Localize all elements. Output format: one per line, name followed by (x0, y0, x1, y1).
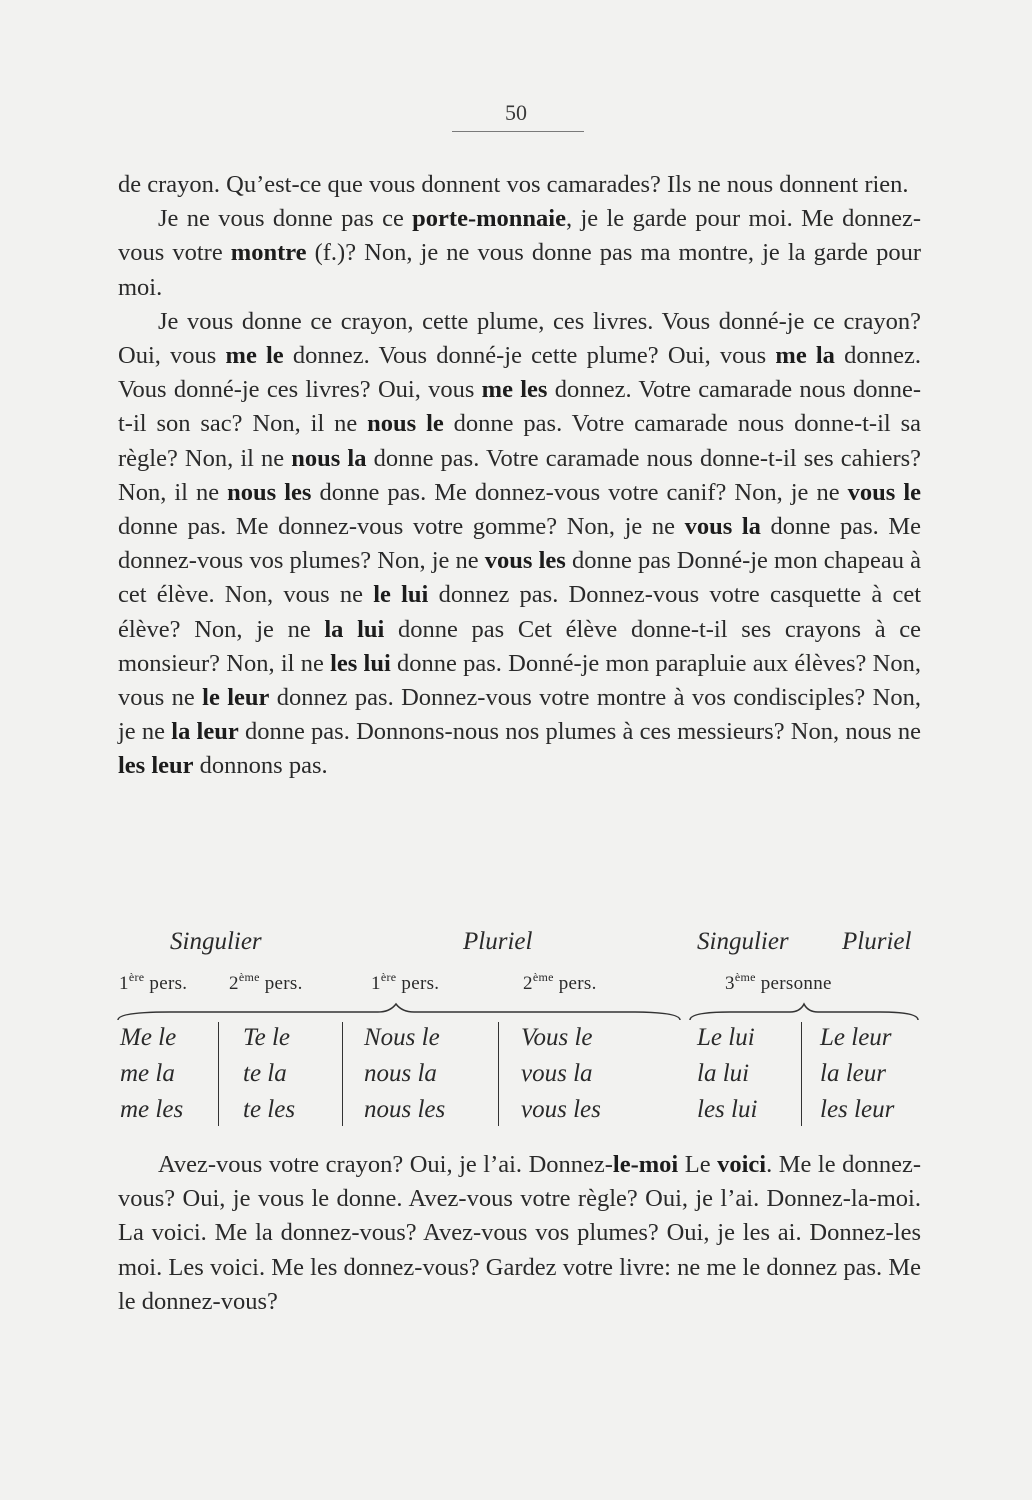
brace-right (690, 1004, 918, 1020)
table-cell: vous la (521, 1060, 593, 1087)
table-cell: vous les (521, 1096, 601, 1123)
person-label-1: 1ère pers. (119, 970, 188, 994)
table-cell: Nous le (364, 1024, 440, 1051)
table-cell: la leur (820, 1060, 886, 1087)
bold-term: me les (481, 376, 548, 404)
person-label-5: 3ème personne (725, 970, 832, 994)
text-run: donne pas. Donnons-nous nos plumes à ces messieurs? Non, nous ne (238, 718, 921, 746)
bold-term: le leur (202, 684, 270, 712)
text-run: donne pas Cet élève donne-t-il ses crayons à ce monsieur? Non, il ne (118, 615, 921, 677)
text-run: Avez-vous votre crayon? Oui, je l’ai. Donnez- (158, 1151, 613, 1178)
person-label-2: 2ème pers. (229, 970, 303, 994)
text-run: donne pas. Donné-je mon parapluie aux élèves? Non, vous ne (118, 649, 921, 712)
text-run: donnez pas. Donnez-vous votre montre à vos condisciples? Non, je ne (118, 684, 921, 746)
table-head-pluriel-1: Pluriel (463, 928, 533, 955)
table-head-pluriel-2: Pluriel (842, 928, 912, 955)
page-number: 50 (505, 100, 527, 125)
text-run: donne pas. Me donnez-vous vos plumes? Non, je ne (118, 513, 921, 575)
bold-term: me la (775, 342, 835, 370)
table-cell: Te le (243, 1024, 290, 1051)
table-cell: Le leur (820, 1024, 892, 1051)
text-run: donne pas. Me donnez-vous votre canif? Non, je ne (311, 478, 848, 506)
bold-term: montre (230, 239, 307, 267)
text-run: donnez. Vous donné-je ces livres? Oui, vous (118, 342, 921, 404)
table-cell: me la (120, 1060, 175, 1087)
table-cell: Le lui (697, 1024, 755, 1051)
bold-term: la leur (171, 718, 239, 746)
paragraph-1 (118, 168, 921, 202)
bold-term: nous la (291, 444, 367, 472)
table-head-singulier-1: Singulier (170, 928, 262, 955)
paragraph-2 (118, 202, 921, 305)
person-label-3: 1ère pers. (371, 970, 440, 994)
table-cell: me les (120, 1096, 184, 1123)
paragraph-3 (118, 305, 921, 784)
text-run: . Me le donnez-vous? Oui, je vous le donne. Avez-vous votre règle? Oui, je l’ai. Donnez-la-moi. La voici. Me la donnez-vous? Avez-vous vos plumes? Oui, je les ai. Donnez-les moi. Les voici. Me les donnez-vous? Gardez votre livre: ne me le donnez pas. Me le donnez-vous? (118, 1151, 921, 1315)
table-column-lui (697, 1020, 757, 1128)
table-column-vous (521, 1020, 601, 1128)
bold-term: nous les (227, 478, 312, 506)
table-column-leur (820, 1020, 894, 1128)
text-run: donne pas. Votre camarade nous donne-t-il sa règle? Non, il ne (118, 410, 921, 472)
table-cell: les leur (820, 1096, 895, 1123)
paragraph-block-bottom (118, 1148, 921, 1319)
bold-term: le-moi (612, 1151, 679, 1178)
bold-term: les lui (330, 649, 391, 677)
text-run: Le (678, 1151, 718, 1178)
page-number-rule (452, 131, 584, 132)
text-run: , je le garde pour moi. Me donnez-vous votre (118, 205, 921, 267)
bold-term: la lui (324, 615, 385, 643)
table-divider (218, 1022, 219, 1126)
text-run: donnez pas. Donnez-vous votre casquette à cet élève? Non, je ne (118, 581, 921, 643)
paragraph-block-top (118, 168, 921, 784)
bold-term: me le (225, 342, 284, 370)
table-column-me (120, 1020, 183, 1128)
bold-term: vous les (484, 547, 566, 575)
bold-term: le lui (373, 581, 429, 609)
table-column-te (243, 1020, 295, 1128)
text-run: Je ne vous donne pas ce (158, 205, 413, 233)
table-cell: la lui (697, 1060, 750, 1087)
bold-term: les leur (118, 752, 194, 780)
table-column-nous (364, 1020, 445, 1128)
text-run: donnez. Votre camarade nous donne-t-il son sac? Non, il ne (118, 376, 922, 438)
bold-term: voici (717, 1151, 767, 1178)
table-cell: les lui (697, 1096, 758, 1123)
text-run: donnons pas. (193, 752, 328, 780)
table-head-singulier-2: Singulier (697, 928, 789, 955)
bold-term: vous le (847, 478, 922, 506)
table-cell: Me le (120, 1024, 177, 1051)
table-cell: Vous le (521, 1024, 593, 1051)
text-run: donnez. Vous donné-je cette plume? Oui, vous (283, 342, 776, 370)
table-divider (342, 1022, 343, 1126)
text-run: donne pas. Me donnez-vous votre gomme? Non, je ne (118, 513, 685, 541)
table-cell: te la (243, 1060, 287, 1087)
bold-term: porte-monnaie (412, 205, 566, 233)
text-run: Je vous donne ce crayon, cette plume, ces livres. Vous donné-je ce crayon? Oui, vous (118, 307, 921, 370)
person-label-4: 2ème pers. (523, 970, 597, 994)
table-cell: nous la (364, 1060, 437, 1087)
bold-term: vous la (684, 513, 761, 541)
bold-term: nous le (367, 410, 444, 438)
table-divider (498, 1022, 499, 1126)
text-run: donne pas. Votre caramade nous donne-t-il ses cahiers? Non, il ne (118, 444, 922, 506)
brace-left (118, 1004, 680, 1020)
text-run: donne pas Donné-je mon chapeau à cet élève. Non, vous ne (118, 547, 921, 609)
text-run: (f.)? Non, je ne vous donne pas ma montre, je la garde pour moi. (118, 239, 921, 301)
table-divider (801, 1022, 802, 1126)
table-cell: nous les (364, 1096, 446, 1123)
paragraph-4 (118, 1148, 921, 1319)
table-cell: te les (243, 1096, 296, 1123)
text-run: de crayon. Qu’est-ce que vous donnent vos camarades? Ils ne nous donnent rien. (118, 171, 909, 198)
